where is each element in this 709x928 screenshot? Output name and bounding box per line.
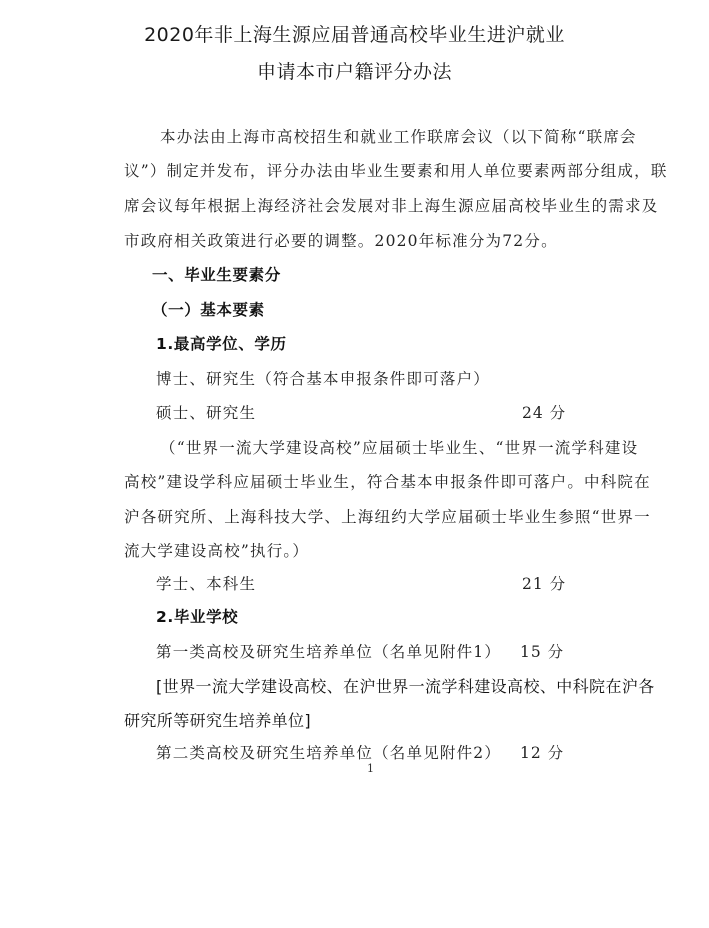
- intro-line-4: 市政府相关政策进行必要的调整。2020年标准分为72分。: [124, 232, 558, 250]
- class1-score: 15 分: [520, 643, 565, 661]
- intro-line-1: 本办法由上海市高校招生和就业工作联席会议（以下简称“联席会: [160, 128, 637, 146]
- page-number: 1: [367, 762, 374, 775]
- master-label: 硕士、研究生: [156, 404, 257, 422]
- master-score: 24 分: [522, 404, 567, 422]
- master-note-line-2: 高校”建设学科应届硕士毕业生，符合基本申报条件即可落户。中科院在: [124, 473, 651, 491]
- section-heading-graduate-factors: 一、毕业生要素分: [152, 266, 281, 284]
- title-line-2: 申请本市户籍评分办法: [256, 61, 452, 83]
- bachelor-label: 学士、本科生: [156, 575, 257, 593]
- intro-line-2: 议”）制定并发布，评分办法由毕业生要素和用人单位要素两部分组成，联: [124, 162, 668, 180]
- master-note-line-3: 沪各研究所、上海科技大学、上海纽约大学应届硕士毕业生参照“世界一: [124, 508, 651, 526]
- class1-label: 第一类高校及研究生培养单位（名单见附件1）: [156, 643, 502, 661]
- item-heading-school: 2.毕业学校: [156, 608, 239, 626]
- subsection-heading-basic-factors: （一）基本要素: [152, 301, 265, 319]
- class1-note-line-1: [世界一流大学建设高校、在沪世界一流学科建设高校、中科院在沪各: [156, 677, 655, 696]
- class2-label: 第二类高校及研究生培养单位（名单见附件2）: [156, 744, 502, 762]
- title-line-1: 2020年非上海生源应届普通高校毕业生进沪就业: [144, 24, 565, 46]
- doctor-line: 博士、研究生（符合基本申报条件即可落户）: [156, 370, 491, 388]
- master-note-line-1: （“世界一流大学建设高校”应届硕士毕业生、“世界一流学科建设: [160, 439, 639, 457]
- intro-line-3: 席会议每年根据上海经济社会发展对非上海生源应届高校毕业生的需求及: [124, 197, 659, 215]
- bachelor-score: 21 分: [522, 575, 567, 593]
- class2-score: 12 分: [520, 744, 565, 762]
- master-note-line-4: 流大学建设高校”执行。）: [124, 542, 310, 560]
- class1-note-line-2: 研究所等研究生培养单位]: [124, 711, 312, 730]
- item-heading-degree: 1.最高学位、学历: [156, 335, 287, 353]
